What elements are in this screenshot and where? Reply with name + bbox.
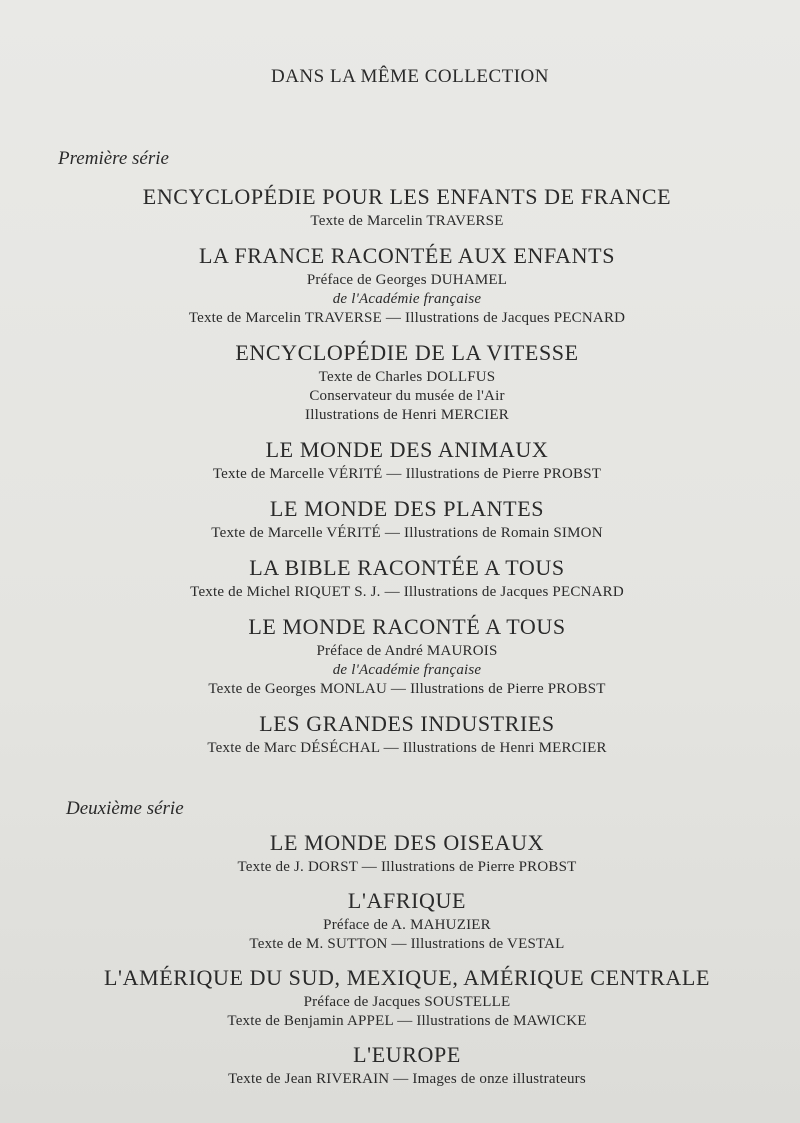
book-entry [0, 494, 800, 543]
book-credit-line: Conservateur du musée de l'Air [309, 388, 505, 404]
book-credit-line: de l'Académie française [332, 662, 482, 678]
book-credit-line: Texte de Georges MONLAU — Illustrations de Pierre PROBST [208, 681, 606, 697]
book-credit-line: Texte de Jean RIVERAIN — Images de onze illustrateurs [228, 1071, 586, 1087]
book-credit-line: Texte de Michel RIQUET S. J. — Illustrations de Jacques PECNARD [190, 584, 624, 600]
book-entry [0, 553, 800, 602]
book-credit-line: Texte de Marc DÉSÉCHAL — Illustrations de Henri MERCIER [207, 740, 607, 756]
page-heading: DANS LA MÊME COLLECTION [270, 66, 550, 87]
book-credit-line: Illustrations de Henri MERCIER [305, 407, 509, 423]
book-entry [0, 338, 800, 425]
book-title: LA BIBLE RACONTÉE A TOUS [249, 555, 565, 580]
book-title: L'EUROPE [353, 1042, 461, 1067]
book-credit-line: Préface de A. MAHUZIER [323, 917, 491, 933]
book-entry [0, 241, 800, 328]
book-title: LE MONDE DES OISEAUX [269, 830, 545, 855]
book-credit-line: Préface de Jacques SOUSTELLE [303, 994, 511, 1010]
book-credit-line: Texte de J. DORST — Illustrations de Pierre PROBST [237, 859, 577, 875]
book-credit-line: Texte de Marcelle VÉRITÉ — Illustrations de Pierre PROBST [212, 466, 602, 482]
book-title: L'AFRIQUE [347, 888, 467, 913]
book-entry [0, 435, 800, 484]
book-credit-line: Texte de Benjamin APPEL — Illustrations de MAWICKE [227, 1013, 587, 1029]
book-entry [0, 612, 800, 699]
book-entry [0, 963, 800, 1031]
book-credit-line: Texte de Marcelle VÉRITÉ — Illustrations de Romain SIMON [211, 525, 603, 541]
book-title: ENCYCLOPÉDIE POUR LES ENFANTS DE FRANCE [142, 184, 672, 209]
series-list-second [0, 828, 800, 1098]
book-title: LES GRANDES INDUSTRIES [259, 711, 555, 736]
book-title: LE MONDE DES PLANTES [269, 496, 545, 521]
book-credit-line: de l'Académie française [332, 291, 482, 307]
book-entry [0, 886, 800, 954]
series-label-second: Deuxième série [66, 798, 184, 819]
book-credit-line: Texte de Marcelin TRAVERSE [310, 213, 504, 229]
book-title: L'AMÉRIQUE DU SUD, MEXIQUE, AMÉRIQUE CENTRALE [104, 965, 710, 990]
book-credit-line: Texte de Charles DOLLFUS [318, 369, 496, 385]
series-list-first [0, 182, 800, 768]
book-credit-line: Préface de André MAUROIS [316, 643, 498, 659]
series-label-first: Première série [58, 148, 169, 169]
book-title: LA FRANCE RACONTÉE AUX ENFANTS [198, 243, 616, 268]
book-entry [0, 182, 800, 231]
book-entry [0, 1040, 800, 1089]
book-entry [0, 709, 800, 758]
book-title: LE MONDE RACONTÉ A TOUS [248, 614, 566, 639]
book-title: LE MONDE DES ANIMAUX [265, 437, 549, 462]
book-credit-line: Préface de Georges DUHAMEL [306, 272, 508, 288]
book-credit-line: Texte de Marcelin TRAVERSE — Illustrations de Jacques PECNARD [188, 310, 626, 326]
book-title: ENCYCLOPÉDIE DE LA VITESSE [235, 340, 579, 365]
book-entry [0, 828, 800, 877]
book-credit-line: Texte de M. SUTTON — Illustrations de VESTAL [249, 936, 565, 952]
